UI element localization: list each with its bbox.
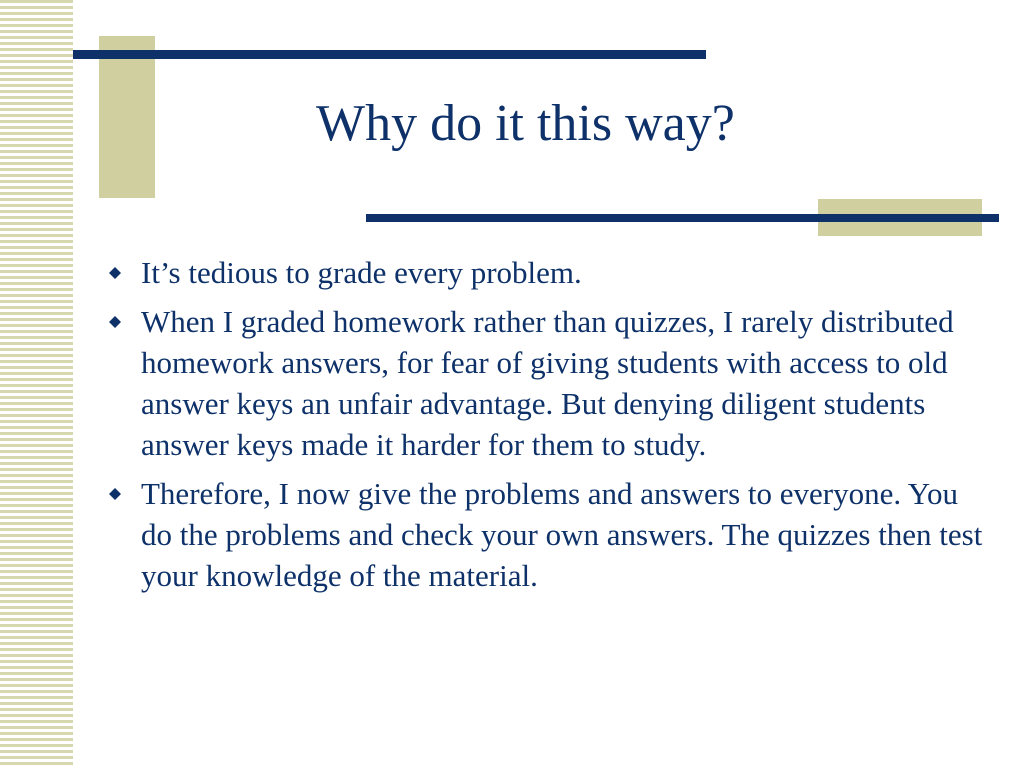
diamond-icon (104, 473, 126, 514)
accent-block-left (99, 36, 155, 198)
slide-title: Why do it this way? (316, 95, 735, 152)
diamond-icon (104, 301, 126, 342)
title-rule-top (73, 50, 706, 59)
bullet-item (104, 473, 984, 596)
side-stripe-decoration (0, 0, 73, 768)
bullet-text: It’s tedious to grade every problem. (141, 255, 582, 290)
title-rule-bottom (366, 214, 999, 222)
bullet-item (104, 301, 984, 465)
bullet-text: Therefore, I now give the problems and answers to everyone. You do the problems and check your own answers. The quizzes then test your knowledge of the material. (141, 476, 983, 593)
bullet-list (104, 252, 984, 604)
bullet-text: When I graded homework rather than quizzes, I rarely distributed homework answers, for fear of giving students with access to old answer keys an unfair advantage. But denying diligent students answer keys made it harder for them to study. (141, 304, 954, 462)
bullet-item (104, 252, 984, 293)
diamond-icon (104, 252, 126, 293)
